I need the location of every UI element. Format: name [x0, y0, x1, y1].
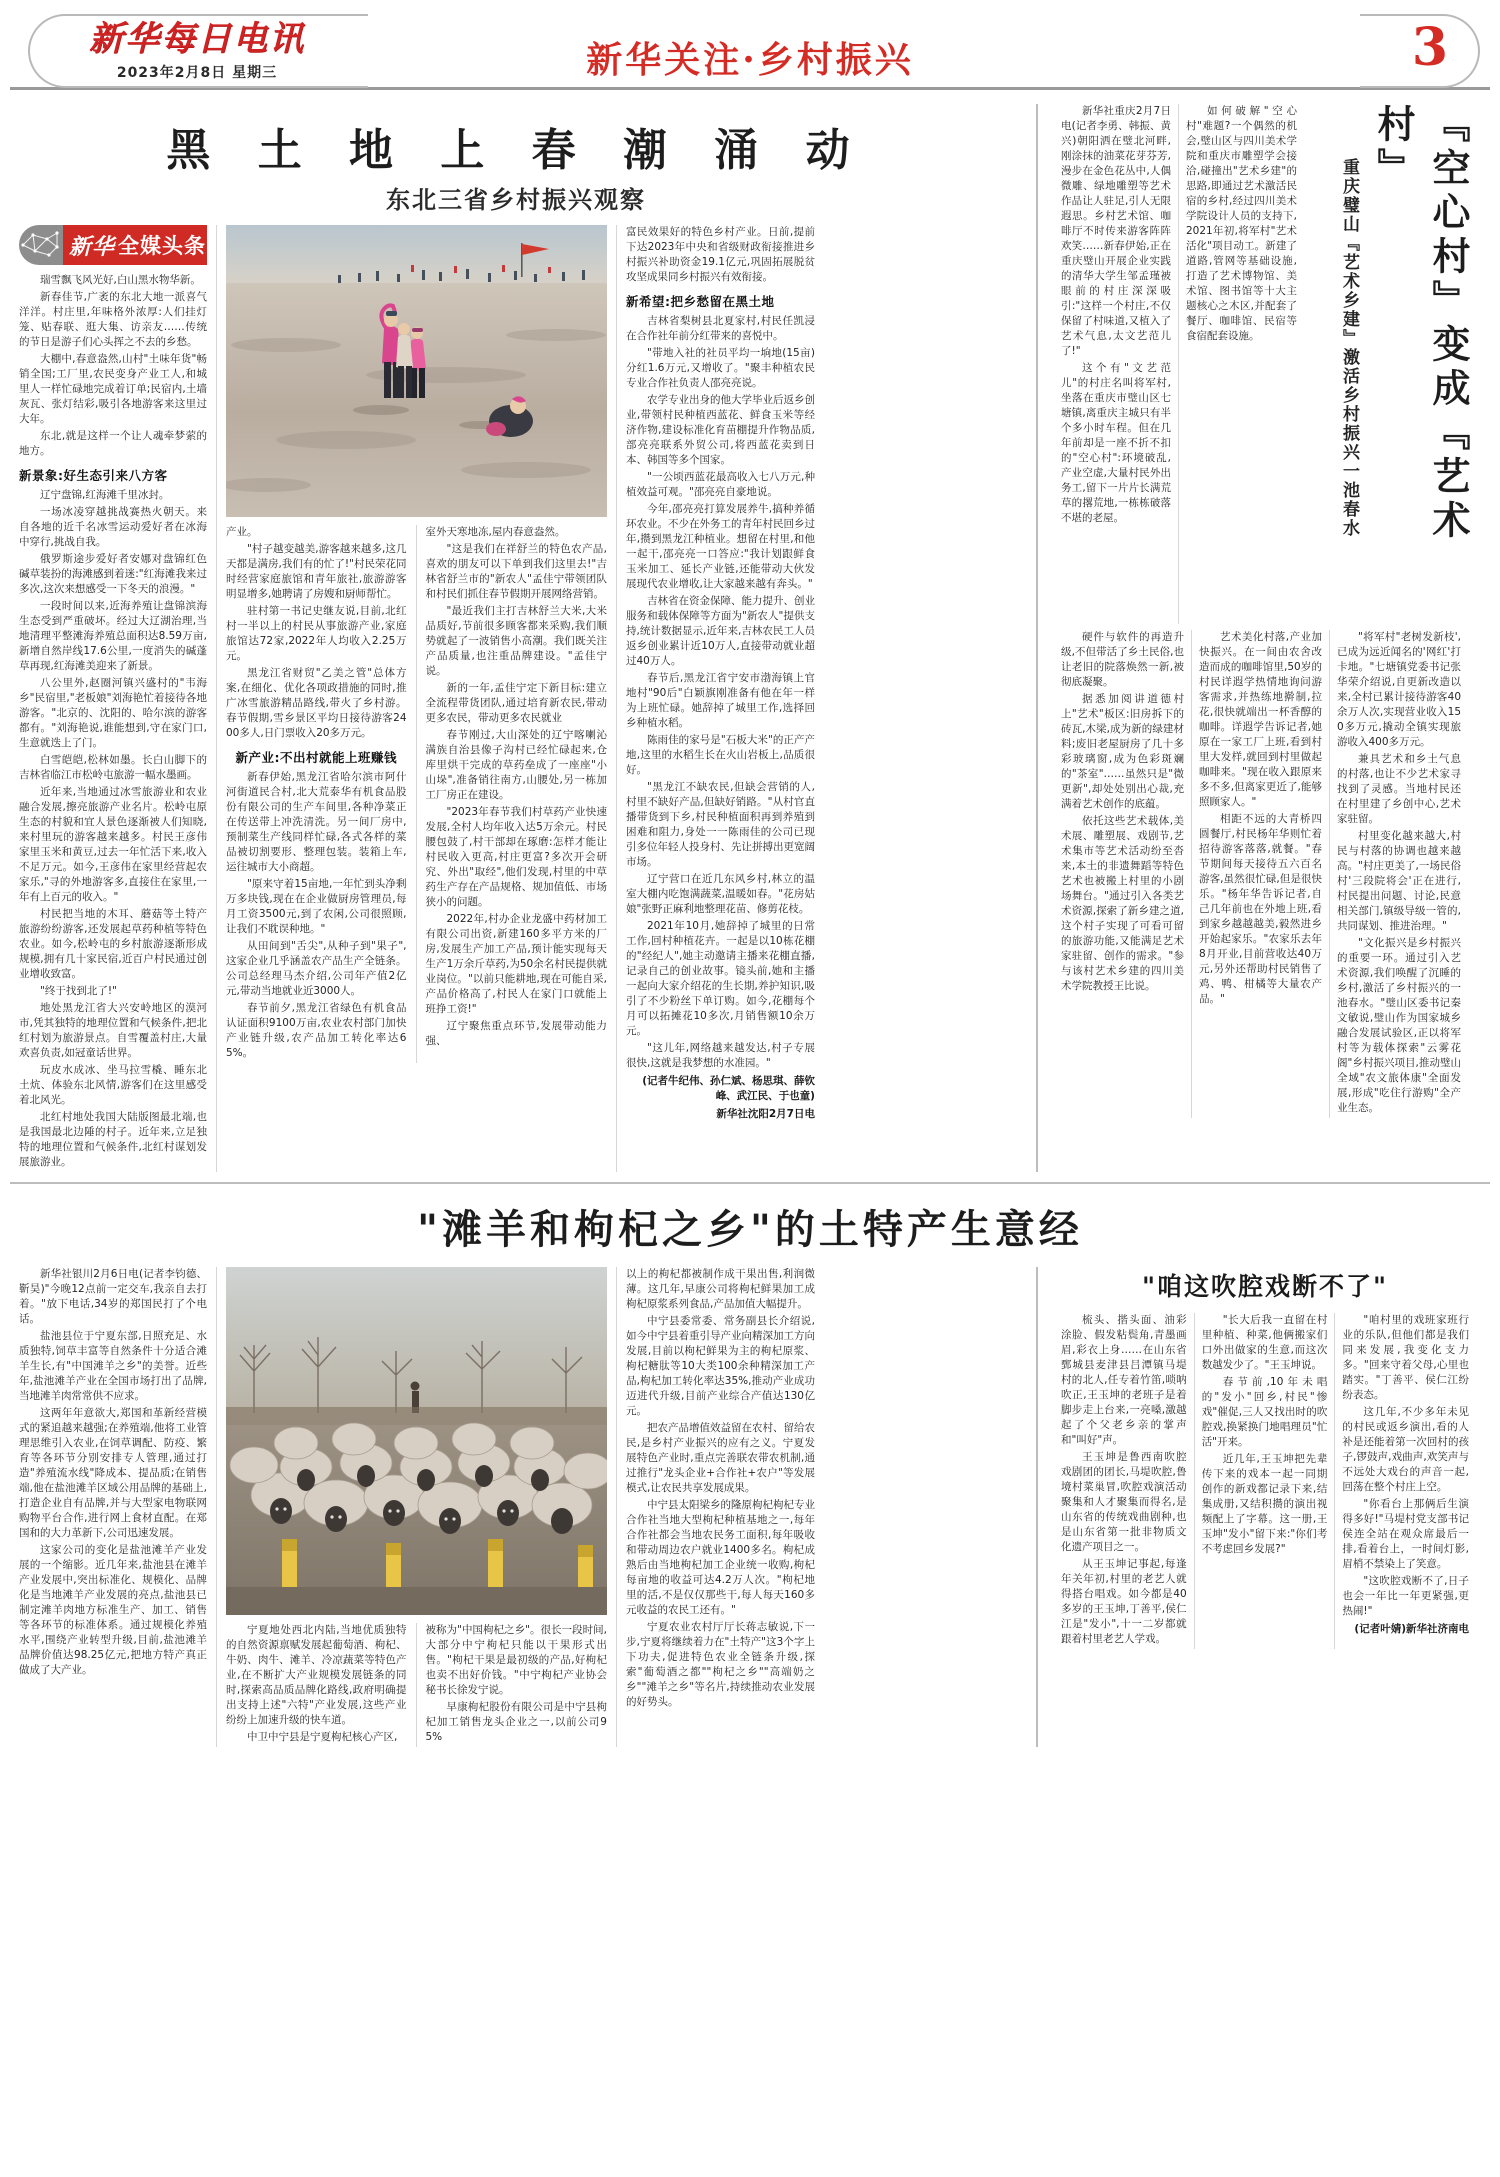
paragraph: 春节刚过,大山深处的辽宁喀喇沁满族自治县像子沟村已经忙碌起来,仓库里烘干完成的草药垒成了一座座"小山垛",准备销往南方,山腰处,另一栋加工厂房正在建设。: [425, 729, 607, 801]
paragraph: 村里变化越来越大,村民与村落的协调也越来越高。"村庄更美了,一场民俗村'三段院将会'正在进行,村民提出问题、讨论,民意相关部门,镇级导级一管的,共同谋划、推进治理。": [1337, 830, 1461, 932]
quanmei-toutiao-badge: [19, 225, 207, 265]
paragraph: 八公里外,赵圈河镇兴盛村的"韦海乡"民宿里,"老板娘"刘海艳忙着接待各地游客。"北京的、沈阳的、哈尔滨的游客都有。"刘海艳说,谁能想到,守在家门口,生意就迭上了门。: [19, 677, 207, 749]
byline-credit: (记者叶婧)新华社济南电: [1354, 1623, 1470, 1635]
paragraph: 产业。: [226, 526, 258, 538]
br-column-1: [1054, 1313, 1195, 1649]
paragraph: 宁夏农业农村厅厅长蒋志敏说,下一步,宁夏将继续着力在"土特产"这3个字上下功夫,促进特色农业全链条升级,探索"葡萄酒之都""枸杞之乡""高端奶之乡""滩羊之乡"等名片,持续推动农业发展的好势头。: [626, 1621, 815, 1708]
dateline-credit: 新华社沈阳2月7日电: [716, 1108, 815, 1120]
br-column-3: [1335, 1313, 1476, 1649]
paragraph: "终于找到北了!": [40, 985, 117, 997]
paragraph: 硬件与软件的再造升级,不但带活了乡土民俗,也让老旧的院落焕然一新,被彻底凝聚。: [1061, 631, 1184, 688]
paragraph: "这儿年,网络越来越发达,村子专展很快,这就是我梦想的水准园。": [626, 1042, 815, 1069]
paragraph: 新春佳节,广袤的东北大地一派喜气洋洋。村庄里,年味格外浓厚:人们挂灯笼、贴春联、逛大集、访亲友……传统的节日是游子们心头挥之不去的乡愁。: [19, 291, 207, 348]
section-subhead: 新产业:不出村就能上班赚钱: [235, 750, 397, 765]
top-zone: [10, 104, 1490, 1172]
side-column-5: [1330, 630, 1468, 1118]
bottom-right-story: [1038, 1267, 1476, 1747]
paragraph: 北红村地处我国大陆版图最北端,也是我国最北边陲的村子。近年来,立足独特的地理位置和气候条件,北红村谋划发展旅游业。: [19, 1111, 207, 1168]
paragraph: 新的一年,孟佳宁定下新目标:建立全流程带货团队,通过培育新农民,带动更多农民，带动更多农民就业: [425, 682, 607, 724]
paragraph: 把农产品增值效益留在农村、留给农民,是乡村产业振兴的应有之义。宁夏发展特色产业时,重点完善联农带农机制,通过推行"龙头企业+合作社+农户"等发展模式,让农民共享发展成果。: [626, 1422, 815, 1494]
photo-red-beach: [226, 225, 607, 517]
paragraph: 中宁县太阳梁乡的隆原枸杞枸杞专业合作社当地大型枸杞种植基地之一,每年合作社都会当地农民务工面积,每年吸收和带动周边农户就业1400多名。枸杞成熟后由当地枸杞加工企业统一收购,枸杞每亩地的收益可达4.2万人次。"枸杞地里的活,不是仅仅那些干,每人每天160多元收益的农民工还有。": [626, 1499, 815, 1616]
paper-name: 新华每日电讯: [89, 19, 305, 59]
paragraph: 辽宁营口在近几东风乡村,林立的温室大棚内吃饱满蔬菜,温暖如春。"花房姑娘"张野正麻利地整理花苗、修剪花枝。: [626, 873, 815, 915]
paragraph: 近年来,当地通过冰雪旅游业和农业融合发展,擦亮旅游产业名片。松岭屯原生态的村貌和宜人景色逐渐被人们知晓,来村里玩的游客越来越多。村民王彦伟家里玉米和黄豆,过去一年忙活下来,收入不足万元。如今,王彦伟在家里经营起农家乐,"寻的外地游客多,直接住在家里,一年有上百元的收入。": [19, 786, 207, 903]
publication-date: 2023年2月8日 星期三: [116, 65, 278, 81]
paragraph: 2022年,村办企业龙盛中药材加工有限公司出资,新建160多平方米的厂房,发展生产加工产品,预计能实现每天生产1万余斤草药,为50余名村民提供就业岗位。"以前只能耕地,现在可能自采,产品价格高了,村民人在家门口就能上班挣工资!": [425, 913, 607, 1015]
paragraph: "将军村"老树发新枝',已成为远近闻名的'网红'打卡地。"七塘镇党委书记张华荣介绍说,自更新改造以来,全村已累计接待游客40余万人次,实现营业收入150多万元,撬动全镇实现旅游收入400多万元。: [1337, 631, 1461, 748]
paragraph: 村民把当地的木耳、蘑菇等土特产旅游纷纷游客,还发展起草药种植等特色农业。如今,松岭屯的乡村旅游逐渐形成规模,拥有几十家民宿,近百户村民通过创业增收致富。: [19, 908, 207, 980]
paragraph: 如何破解"空心村"难题?一个偶然的机会,璧山区与四川美术学院和重庆市雕塑学会接洽,碰撞出"艺术乡建"的思路,即通过艺术激活民宿的乡村,经过四川美术学院设计人员的支持下,2021年初,将军村"艺术活化"项目动工。新建了道路,管网等基础设施,打造了艺术博物馆、美术馆、图书馆等十大主题核心之木区,并配套了餐厅、咖啡馆、民宿等食宿配套设施。: [1186, 105, 1297, 342]
bottom-column-2b: [417, 1623, 608, 1747]
side-story: [1038, 104, 1476, 1172]
main-headline: 黑 土 地 上 春 潮 涌 动: [166, 125, 866, 176]
main-subheadline: 东北三省乡村振兴观察: [386, 186, 646, 214]
bottom-columns: [10, 1267, 1022, 1747]
main-column-2a: [226, 525, 417, 1063]
paragraph: 吉林省梨树县北夏家村,村民任凯浸在合作社年前分红带来的喜悦中。: [626, 315, 815, 342]
paragraph: "这是我们在祥舒兰的特色农产品,喜欢的朋友可以下单到我们这里去!"吉林省舒兰市的"新农人"孟佳宁带领团队和村民们抓住春节假期开展网络营销。: [425, 543, 607, 600]
side-column-1: [1054, 104, 1179, 624]
paragraph: "文化振兴是乡村振兴的重要一环。通过引入艺术资源,我们唤醒了沉睡的乡村,激活了乡村振兴的一池春水。"璧山区委书记秦文敏说,璧山作为国家城乡融合发展试验区,正以将军村等为载体探索"云雾花阁"乡村振兴项目,推动璧山全域"农文旅体康"全面发展,形成"吃住行游购"全产业生态。: [1337, 937, 1461, 1114]
page-number: 3: [1411, 17, 1448, 78]
paragraph: 农学专业出身的他大学毕业后返乡创业,带领村民种植西蓝花、鲜食玉米等经济作物,建设标准化育苗棚提升作物品质,部亮亮联系外贸公司,将西蓝花卖到日本、韩国等多个国家。: [626, 394, 815, 466]
main-columns: [10, 225, 1022, 1172]
paragraph: 地处黑龙江省大兴安岭地区的漠河市,凭其独特的地理位置和气候条件,把北红村划为旅游景点。自雪覆盖村庄,大量欢喜负责,如冠童话世界。: [19, 1002, 207, 1059]
main-column-2b: [417, 525, 608, 1063]
bottom-column-photo: [217, 1267, 617, 1747]
paragraph: "你看台上那俩后生演得多好!"马堤村党支部书记侯连全站在观众席最后一排,看着台上，一时间灯影,眉梢不禁染上了笑意。: [1342, 1498, 1470, 1570]
paragraph: "村子越变越美,游客越来越多,这几天都是满房,我们有的忙了!"村民荣花同时经营家庭旅馆和青年旅社,旅游游客明显增多,她聘请了房嫂和厨师帮忙。: [226, 543, 407, 600]
bottom-right-columns: [1054, 1313, 1476, 1649]
side-column-3: [1054, 630, 1192, 1118]
paragraph: 梳头、揩头面、油彩涂脸、假发粘鬓角,青墨画眉,彩衣上身……在山东省鄄城县麦津县吕潭镇马堤村的北人,任专着竹笛,唢呐吹正,王玉坤的老班子是着脚步走上台来,一亮嗓,激越起了个父老乡亲的掌声和"叫好"声。: [1061, 1314, 1187, 1446]
paragraph: 东北,就是这样一个让人魂牵梦萦的地方。: [19, 430, 207, 457]
paragraph: 新春伊始,黑龙江省哈尔滨市阿什河街道民合村,北大荒泰华有机食品股份有限公司的生产车间里,各种净菜正在传送带上冲洗清洗。另一间厂房中,预制菜生产线同样忙碌,各式各样的菜品被切割要形、整理包装。装箱上车,运往城市大小商超。: [226, 771, 407, 873]
paragraph: 这两年年意欲大,郑国和革新经营模式的紧追越来越强;在养殖端,他将工业管理思维引入农业,在饲草调配、防疫、繁育等各环节分别安排专人管理,通过打造"养殖流水线"降成本、提品质;在销售端,他在盐池滩羊区域公用品牌的基础上,打造企业自有品牌,并与大型家电物联网购物平台合作,进行网上食材直配。在郑国和的大力革新下,公司迅速发展。: [19, 1407, 207, 1539]
side-headline: 『空心村』变成『艺术村』: [1371, 104, 1471, 544]
masthead: [10, 8, 1490, 90]
paragraph: 王玉坤是鲁西南吹腔戏剧团的团长,马堤吹腔,鲁境村菜巢冒,吹腔戏演活动聚集和人才聚集而得名,是山东省的传统戏曲剧种,也是山东省第一批非物质文化遗产项目之一。: [1061, 1451, 1187, 1553]
paragraph: 一场冰凌穿越挑战赛热火朝天。来自各地的近千名冰雪运动爱好者在冰海中穿行,挑战自我。: [19, 506, 207, 548]
paragraph: 新华社银川2月6日电(记者李钧德、靳昊)"今晚12点前一定交车,我亲自去打着。"放下电话,34岁的郑国民打了个电话。: [19, 1268, 207, 1325]
br-column-2: [1195, 1313, 1336, 1649]
section-title: 新华关注·乡村振兴: [586, 39, 914, 81]
paragraph: 春节前夕,黑龙江省绿色有机食品认证面积9100万亩,农业农村部门加快产业链升级,农产品加工转化率达65%。: [226, 1002, 407, 1059]
paragraph: "一公顷西蓝花最高收入七八万元,种植效益可观。"邵亮亮自豪地说。: [626, 471, 815, 498]
paragraph: 辽宁盘锦,红海滩千里冰封。: [40, 489, 170, 501]
paragraph: "最近我们主打吉林舒兰大米,大米品质好,节前很多顾客都来采购,我们顺势就起了一波销售小高潮。我们既关注产品质量,也注重品牌建设。"孟佳宁说。: [425, 605, 607, 677]
paragraph: 俄罗斯途步爱好者安娜对盘锦红色碱草装扮的海滩感到着迷:"红海滩我来过多次,这次来想感受一下冬天的浪漫。": [19, 553, 207, 595]
main-column-2: [217, 225, 617, 1172]
badge-bar: [63, 225, 207, 265]
globe-icon: [19, 225, 63, 265]
paragraph: 陈雨佳的家号是"石板大米"的正产产地,这里的水稻生长在火山岩板上,品质很好。: [626, 734, 815, 776]
paragraph: 白雪皑皑,松林如墨。长白山脚下的吉林省临江市松岭屯旅游一幅水墨画。: [19, 754, 207, 781]
paragraph: 吉林省在资金保障、能力提升、创业服务和载体保障等方面为"新农人"提供支持,统计数据显示,近年来,吉林农民工人员返乡创业累计近10万人,直接带动就业超过40万人。: [626, 595, 815, 667]
side-story-header: [1054, 104, 1476, 624]
badge-brand: 新华: [69, 233, 116, 260]
side-column-4: [1192, 630, 1330, 1118]
main-column-1: [10, 225, 217, 1172]
paragraph: "咱村里的戏班家班行业的乐队,但他们都是我们同来发展,我变化支力多。"回来守着父母,心里也踏实。"丁善平、侯仁江纷纷表态。: [1342, 1314, 1470, 1401]
paragraph: 今年,邵亮亮打算发展养牛,搞种养循环农业。不少在外务工的青年村民回乡过年,攒到黑龙江种植业。想留在村里,和他一起干,邵亮亮一口答应:"我计划跟鲜食玉米加工、延长产业链,还能带动大伙发展现代农业增收,让大家越来越有奔头。": [626, 503, 815, 590]
main-column-4: [617, 225, 824, 1172]
paragraph: 玩皮水成冰、坐马拉雪橇、睡东北土炕、体验东北风情,游客们在这里感受着北风光。: [19, 1064, 207, 1106]
paragraph: 早康枸杞股份有限公司是中宁县枸杞加工销售龙头企业之一,以前公司95%: [425, 1701, 607, 1743]
bottom-column-1: [10, 1267, 217, 1747]
paragraph: 2021年10月,她辞掉了城里的日常工作,回村种植花卉。一起是以10栋花棚的"经纪人",她主动邀请主播来花棚直播,记录自己的创业故事。镜头前,她和主播一起向大家介绍花的生长期,养护知识,吸引了不少粉丝下单订购。如今,花棚每个月可以拓摊花10多次,月销售额10余万元。: [626, 920, 815, 1037]
paragraph: 从王玉坤记事起,每逢年关年初,村里的老艺人就得搭台唱戏。如今都是40多岁的王玉坤,丁善平,侯仁江是"发小",十一二岁都就跟着村里老艺人学戏。: [1061, 1558, 1187, 1645]
paragraph: 这个有"文艺范儿"的村庄名叫将军村,坐落在重庆市璧山区七塘镇,离重庆主城只有半个多小时车程。但在几年前却是一座不折不扣的"空心村":环境破乱,产业空虚,大量村民外出务工,留下一片片长满荒草的撂荒地,一栋栋破落不堪的老屋。: [1061, 362, 1171, 524]
side-columns-bottom: [1054, 630, 1476, 1118]
paragraph: 富民效果好的特色乡村产业。日前,提前下达2023年中央和省级财政衔接推进乡村振兴补助资金19.1亿元,巩固拓展脱贫攻坚成果同乡村振兴有效衔接。: [626, 226, 815, 283]
paragraph: 以上的枸杞都被制作成干果出售,利润微薄。这几年,早康公司将枸杞鲜果加工成枸杞原浆系列食品,产品加值大幅提升。: [626, 1268, 815, 1310]
paragraph: 黑龙江省财贸"乙美之管"总体方案,在细化、优化各项政措施的同时,推广冰雪旅游精品路线,带火了乡村游。春节假期,雪乡景区平均日接待游客2400多人,日门票收入20多万元。: [226, 667, 407, 739]
page-body: [10, 104, 1490, 1747]
paragraph: 中宁县委常委、常务副县长介绍说,如今中宁县着重引导产业向精深加工方向发展,目前以枸杞鲜果为主的枸杞原浆、枸杞糖肽等10大类100余种精深加工产品,枸杞加工转化率达35%,推动产业成功迈进代升级,目前产业综合产值达130亿元。: [626, 1315, 815, 1417]
paragraph: 这几年,不少多年未见的村民或返乡演出,看的人补是还能着第一次回村的孩子,锣鼓声,戏曲声,欢笑声与不远处大戏台的声音一起,回荡在整个村庄上空。: [1342, 1406, 1470, 1493]
section-divider: [10, 1182, 1490, 1184]
side-column-2: [1179, 104, 1304, 624]
main-story: [10, 104, 1038, 1172]
bottom-zone: [10, 1267, 1490, 1747]
bottom-headline: "滩羊和枸杞之乡"的土特产生意经: [417, 1206, 1083, 1253]
paragraph: "黑龙江不缺农民,但缺会营销的人,村里不缺好产品,但缺好销路。"从村官直播带货到下乡,村民种植面积再到养殖到困难和阻力,身处一一陈雨佳的公司已现引多位年轻人投身村、先让拼搏出更宽阔市场。: [626, 781, 815, 868]
paragraph: 一段时间以来,近海养殖让盘锦滨海生态受到严重破坏。经过大辽湖治理,当地清理平整滩海养殖总面积达8.59万亩,新增自然岸线17.6公里,一度消失的碱蓬草再现,红海滩美迎来了新景。: [19, 600, 207, 672]
paragraph: 依托这些艺术载体,美术展、雕塑展、戏剧节,艺术集市等艺术活动纷至沓来,本土的非遗舞蹈等特色艺术也被搬上村里的小剧场舞台。"通过引入各类艺术资源,探索了新乡建之道,这个村子实现了可看可留的旅游功能,又能满足艺术家驻留、创作的需求。"参与该村艺术乡建的四川美术学院教授王比说。: [1061, 815, 1184, 992]
paragraph: 这家公司的变化是盐池滩羊产业发展的一个缩影。近几年来,盐池县在滩羊产业发展中,突出标准化、规模化、品牌化是当地滩羊产业发展的亮点,盐池县已制定滩羊肉地方标准生产、加工、销售等各环节的标准体系。通过规模化养殖水平,围绕产业转型升级,目前,盐池滩羊品牌价值达98.25亿元,把地方特产真正做成了大产业。: [19, 1544, 207, 1676]
side-subheadline: 重庆璧山『艺术乡建』激活乡村振兴一池春水: [1339, 158, 1359, 538]
paragraph: "长大后我一直留在村里种植、种菜,他俩搬家们口外出做家的生意,而这次数越发少了。"王玉坤说。: [1201, 1314, 1328, 1371]
paragraph: 瑞雪飘飞风光好,白山黑水物华新。: [40, 274, 201, 286]
paragraph: 被称为"中国枸杞之乡"。很长一段时间,大部分中宁枸杞只能以干果形式出售。"枸杞干果是最初级的产品,好枸杞也卖不出好价钱。"中宁枸杞产业协会秘书长徐发宁说。: [425, 1624, 607, 1696]
bottom-column-4: [617, 1267, 824, 1747]
paragraph: 驻村第一书记史继友说,目前,北红村一半以上的村民从事旅游产业,家庭旅馆达72家,2022年人均收入2.25万元。: [226, 605, 407, 662]
byline-credit: (记者牛纪伟、孙仁斌、杨思琪、薛钦峰、武江民、于也童): [642, 1075, 815, 1102]
paragraph: 春节前,10年未唱的"发小"回乡,村民"惨戏"催促,三人又找出时的吹腔戏,换紧换门地唱理员"忙活"开来。: [1201, 1376, 1328, 1448]
photo-sheep-farm: [226, 1267, 607, 1615]
paragraph: 据悉加阅讲道德村上"艺术"板区:旧房拆下的砖瓦,木梁,成为新的绿建材料;废旧老屋厨房了几十多彩玻璃窗,成为色彩斑斓的"茶室"……虽然只是"微更新",却处处别出心裁,充满着艺术创作的底蕴。: [1061, 693, 1184, 810]
bottom-story: [10, 1267, 1038, 1747]
badge-label: 全媒头条: [118, 234, 207, 258]
paragraph: 辽宁聚焦重点环节,发展带动能力强、: [425, 1020, 607, 1047]
paragraph: 相距不远的大青桥四圆餐厅,村民杨年华则忙着招待游客落落,就餐。"春节期间每天接待五六百名游客,虽然很忙碌,但是很快乐。"杨年华告诉记者,自己几年前也在外地上班,看到家乡越越越美,毅然进乡开始起家乐。"农家乐去年8月开业,目前营收达40万元,另外还帮助村民销售了鸡、鸭、柑橘等大量农产品。": [1199, 813, 1322, 1005]
paragraph: 室外天寒地冻,屋内春意盎然。: [425, 526, 566, 538]
paragraph: 盐池县位于宁夏东部,日照充足、水质独特,饲草丰富等自然条件十分适合滩羊生长,有"中国滩羊之乡"的美誉。近些年,盐池滩羊产业在全国市场打出了品牌,当地滩羊肉常常供不应求。: [19, 1330, 207, 1402]
section-subhead: 新希望:把乡愁留在黑土地: [626, 294, 775, 309]
bottom-right-headline: "咱这吹腔戏断不了": [1141, 1272, 1389, 1301]
side-columns-top: [1054, 104, 1331, 624]
paragraph: "原来守着15亩地,一年忙到头净剩万多块钱,现在在企业做厨房管理员,每月工资3500元,到了农闲,公司很照顾,让我们不耽误种地。": [226, 878, 407, 935]
paragraph: "2023年春节我们村草药产业快速发展,全村人均年收入达5万余元。村民腰包鼓了,村干部却在琢磨:怎样才能让村民收入更高,村庄更富?多次开会研究、外出"取经",他们发现,村里的中草药生产存在产品规格、规加值低、市场狭小的问题。: [425, 806, 607, 908]
paragraph: 近几年,王玉坤把先辈传下来的戏本一起一同期创作的新戏都记录下来,结集成册,又结积攒的演出视频配上了字幕。这一册,王玉坤"发小"留下来:"你们考不考虑回乡发展?": [1201, 1453, 1328, 1555]
paragraph: "这吹腔戏断不了,日子也会一年比一年更紧强,更热闹!": [1342, 1575, 1470, 1617]
paragraph: 春节后,黑龙江省宁安市渤海镇上官地村"90后"白颖旗刚准备有他在年一样为上班忙碌。她辞掉了城里工作,选择回乡种植水稻。: [626, 672, 815, 729]
paragraph: 宁夏地处西北内陆,当地优质独特的自然资源禀赋发展起葡萄酒、枸杞、牛奶、肉牛、滩羊、冷凉蔬菜等特色产业,在不断扩大产业规模发展链条的同时,探索高品质品牌化路线,政府明确提出支持上述"六特"产业发展,这些产业纷纷上加速升级的快车道。: [226, 1624, 407, 1726]
paragraph: 兼具艺术和乡土气息的村落,也让不少艺术家寻找到了灵感。当地村民还在村里建了乡创中心,艺术家驻留。: [1337, 753, 1461, 825]
section-subhead: 新景象:好生态引来八方客: [19, 468, 168, 483]
paragraph: 中卫中宁县是宁夏枸杞核心产区,: [247, 1731, 398, 1743]
bottom-column-2a: [226, 1623, 417, 1747]
paragraph: 新华社重庆2月7日电(记者李勇、韩振、黄兴)朝阳洒在璧北河畔,刚涂抹的油菜花芽芬芳,漫步在金色花丛中,人偶微雕、绿地雕塑等艺术作品让人驻足,引人无限遐思。乡村艺术馆、咖啡厅不时传来游客阵阵欢笑……新春伊始,正在重庆璧山开展企业实践的清华大学生邹孟瑾被眼前的村庄深深吸引:"这样一个村庄,不仅保留了村味道,又植入了艺术气息,太文艺范儿了!": [1061, 105, 1171, 357]
paragraph: "带地入社的社员平均一垧地(15亩)分红1.6万元,又增收了。"聚丰种植农民专业合作社负责人邵亮亮说。: [626, 347, 815, 389]
paragraph: 艺术美化村落,产业加快振兴。在一间由农舍改造而成的咖啡馆里,50岁的村民详遐学热情地询问游客需求,并热练地擀制,拉花,很快就端出一杯香醇的咖啡。详遐学告诉记者,她原在一家工厂上班,看到村里大发样,就回到村里做起咖啡来。"现在收入跟原来多不多,但离家更近了,能够照顾家人。": [1199, 631, 1322, 808]
paragraph: 大棚中,春意盎然,山村"土味年货"畅销全国;工厂里,农民变身产业工人,和城里人一样忙碌地完成着订单;民宿内,土墙灰瓦、张灯结彩,吸引各地游客来这里过大年。: [19, 353, 207, 425]
paragraph: 从田间到"舌尖",从种子到"果子",这家企业几乎涵盖农产品生产全链条。公司总经理马杰介绍,公司年产值2亿元,带动当地就业近3000人。: [226, 940, 407, 997]
